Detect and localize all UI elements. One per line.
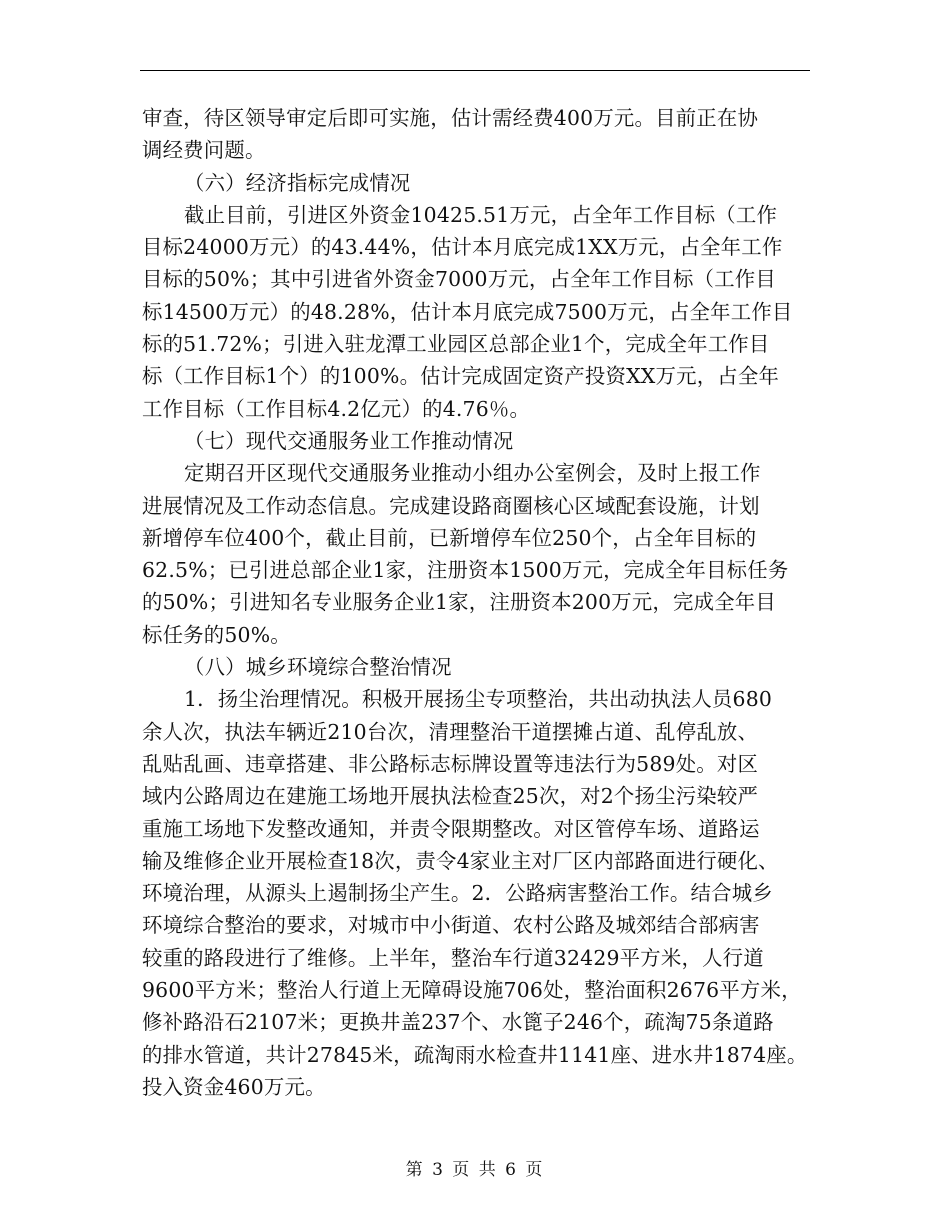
paragraph-line: 62.5%；已引进总部企业1家，注册资本1500万元，完成全年目标任务 xyxy=(142,558,789,583)
paragraph-line: 9600平方米；整治人行道上无障碍设施706处，整治面积2676平方米， xyxy=(142,978,802,1003)
paragraph-line: 定期召开区现代交通服务业推动小组办公室例会，及时上报工作 xyxy=(184,461,761,486)
paragraph-line: 投入资金460万元。 xyxy=(142,1074,326,1099)
paragraph-line: 进展情况及工作动态信息。完成建设路商圈核心区域配套设施，计划 xyxy=(142,493,760,518)
paragraph-line: 的50%；引进知名专业服务企业1家，注册资本200万元，完成全年目 xyxy=(142,590,776,615)
paragraph-line: 修补路沿石2107米；更换井盖237个、水篦子246个，疏淘75条道路 xyxy=(142,1010,774,1035)
paragraph-line: 目标的50%；其中引进省外资金7000万元，占全年工作目标（工作目 xyxy=(142,267,776,292)
paragraph-line: 标（工作目标1个）的100%。估计完成固定资产投资XX万元，占全年 xyxy=(142,364,780,389)
header-rule xyxy=(140,70,810,71)
paragraph-line: 重施工场地下发整改通知，并责令限期整改。对区管停车场、道路运 xyxy=(142,816,760,841)
paragraph-line: 1．扬尘治理情况。积极开展扬尘专项整治，共出动执法人员680 xyxy=(184,687,773,712)
paragraph-line: 乱贴乱画、违章搭建、非公路标志标牌设置等违法行为589处。对区 xyxy=(142,751,759,776)
paragraph-line: 新增停车位400个，截止目前，已新增停车位250个，占全年目标的 xyxy=(142,525,757,550)
paragraph-line: 审查，待区领导审定后即可实施，估计需经费400万元。目前正在协 xyxy=(142,106,759,130)
paragraph-line: 域内公路周边在建施工场地开展执法检查25次，对2个扬尘污染较严 xyxy=(142,784,759,809)
section-heading: （八）城乡环境综合整治情况 xyxy=(184,655,452,680)
paragraph-line: 环境综合整治的要求，对城市中小街道、农村公路及城郊结合部病害 xyxy=(142,913,760,938)
section-heading: （七）现代交通服务业工作推动情况 xyxy=(184,428,514,453)
paragraph-line: 标的51.72%；引进入驻龙潭工业园区总部企业1个，完成全年工作目 xyxy=(142,332,770,357)
paragraph-line: 工作目标（工作目标4.2亿元）的4.76％。 xyxy=(142,396,531,421)
page-number-footer: 第 3 页 共 6 页 xyxy=(405,1160,545,1180)
paragraph-line: 调经费问题。 xyxy=(142,138,266,163)
paragraph-line: 截止目前，引进区外资金10425.51万元，占全年工作目标（工作 xyxy=(184,202,778,227)
paragraph-line: 标14500万元）的48.28%，估计本月底完成7500万元，占全年工作目 xyxy=(142,299,793,324)
paragraph-line: 余人次，执法车辆近210台次，清理整治干道摆摊占道、乱停乱放、 xyxy=(142,719,759,744)
document-body xyxy=(142,102,810,1103)
paragraph-line: 标任务的50%。 xyxy=(142,622,291,647)
paragraph-line: 较重的路段进行了维修。上半年，整治车行道32429平方米，人行道 xyxy=(142,945,764,970)
paragraph-line: 环境治理，从源头上遏制扬尘产生。2．公路病害整治工作。结合城乡 xyxy=(142,881,773,906)
paragraph-line: 目标24000万元）的43.44%，估计本月底完成1XX万元，占全年工作 xyxy=(142,235,783,260)
section-heading: （六）经济指标完成情况 xyxy=(184,170,411,195)
paragraph-line: 的排水管道，共计27845米，疏淘雨水检查井1141座、进水井1874座。 xyxy=(142,1042,808,1067)
paragraph-line: 输及维修企业开展检查18次，责令4家业主对厂区内部路面进行硬化、 xyxy=(142,848,779,873)
